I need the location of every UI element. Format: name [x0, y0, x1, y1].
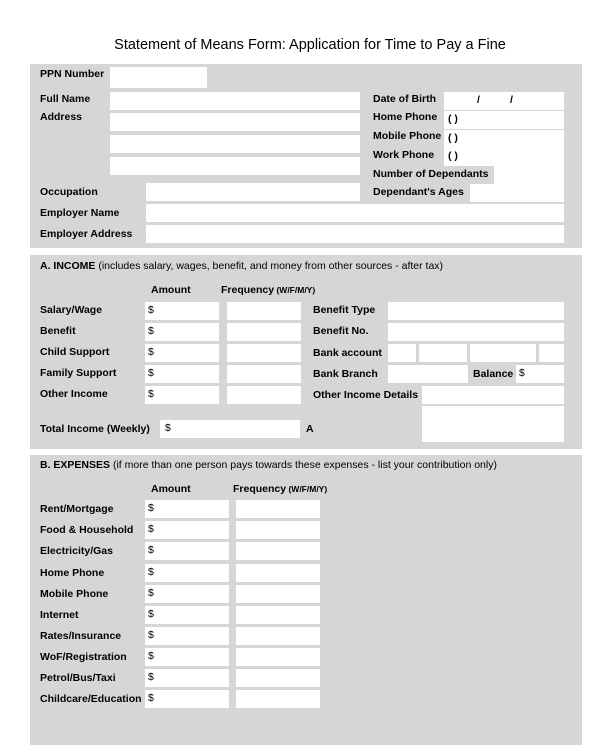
occupation-label: Occupation [40, 186, 98, 198]
income-row-label: Other Income [40, 388, 108, 400]
dollar-sign: $ [148, 608, 154, 620]
total-income-label: Total Income (Weekly) [40, 423, 150, 435]
income-frequency-codes: (W/F/M/Y) [274, 285, 316, 295]
bank-account-field-4[interactable] [539, 344, 564, 362]
income-amount-field[interactable] [145, 323, 219, 341]
expense-frequency-field[interactable] [236, 690, 320, 708]
address-label: Address [40, 111, 83, 123]
dollar-sign: $ [148, 671, 154, 683]
expense-amount-field[interactable] [145, 627, 229, 645]
expense-amount-field[interactable] [145, 585, 229, 603]
expense-amount-field[interactable] [145, 669, 229, 687]
expense-row-label: Internet [40, 609, 79, 621]
dollar-sign: $ [148, 692, 154, 704]
expenses-heading-title: B. EXPENSES [40, 459, 111, 471]
full-name-label: Full Name [40, 93, 91, 105]
income-amount-field[interactable] [145, 344, 219, 362]
dollar-sign: $ [148, 544, 154, 556]
expense-row-label: Home Phone [40, 567, 105, 579]
bank-account-field-2[interactable] [419, 344, 467, 362]
expense-frequency-field[interactable] [236, 669, 320, 687]
home-phone-paren: ( ) [448, 113, 458, 125]
expense-frequency-field[interactable] [236, 606, 320, 624]
address-field-1[interactable] [110, 113, 360, 131]
expense-frequency-field[interactable] [236, 627, 320, 645]
income-frequency-field[interactable] [227, 302, 301, 320]
address-field-3[interactable] [110, 157, 360, 175]
income-frequency-field[interactable] [227, 323, 301, 341]
balance-field[interactable] [516, 365, 564, 383]
other-income-details-field-1[interactable] [422, 386, 564, 404]
bank-account-field-1[interactable] [388, 344, 416, 362]
work-phone-label: Work Phone [373, 149, 435, 161]
dependant-ages-field[interactable] [470, 184, 564, 202]
income-frequency-field[interactable] [227, 365, 301, 383]
expense-amount-field[interactable] [145, 542, 229, 560]
work-phone-paren: ( ) [448, 150, 458, 162]
full-name-field[interactable] [110, 92, 360, 110]
ppn-field[interactable] [110, 67, 207, 88]
dependants-field[interactable] [494, 166, 564, 184]
dollar-sign: $ [148, 367, 154, 379]
expense-amount-field[interactable] [145, 521, 229, 539]
expenses-frequency-title: Frequency [233, 483, 287, 495]
expenses-heading [40, 459, 497, 471]
expense-row-label: Food & Household [40, 524, 134, 536]
dollar-sign: $ [148, 304, 154, 316]
expenses-amount-header: Amount [151, 483, 191, 495]
income-row-label: Child Support [40, 346, 110, 358]
expense-frequency-field[interactable] [236, 585, 320, 603]
dollar-sign: $ [148, 650, 154, 662]
dob-field[interactable] [444, 92, 564, 110]
expense-frequency-field[interactable] [236, 564, 320, 582]
mobile-phone-field[interactable] [444, 130, 564, 148]
employer-address-field[interactable] [146, 225, 564, 243]
total-income-field[interactable] [160, 420, 300, 438]
income-row-label: Salary/Wage [40, 304, 103, 316]
income-heading-title: A. INCOME [40, 260, 96, 272]
ppn-label: PPN Number [40, 68, 105, 80]
expense-frequency-field[interactable] [236, 500, 320, 518]
income-row-label: Family Support [40, 367, 117, 379]
expenses-frequency-header [233, 483, 327, 495]
mobile-phone-paren: ( ) [448, 132, 458, 144]
expense-row-label: WoF/Registration [40, 651, 127, 663]
dollar-sign: $ [165, 422, 171, 434]
expense-frequency-field[interactable] [236, 648, 320, 666]
mobile-phone-label: Mobile Phone [373, 130, 442, 142]
employer-name-label: Employer Name [40, 207, 120, 219]
dependants-label: Number of Dependants [373, 168, 489, 180]
dob-label: Date of Birth [373, 93, 436, 105]
expense-row-label: Rates/Insurance [40, 630, 122, 642]
dollar-sign: $ [148, 388, 154, 400]
expense-amount-field[interactable] [145, 690, 229, 708]
income-amount-field[interactable] [145, 365, 219, 383]
work-phone-field[interactable] [444, 148, 564, 166]
benefit-type-field[interactable] [388, 302, 564, 320]
expense-row-label: Rent/Mortgage [40, 503, 114, 515]
other-income-details-field-3[interactable] [422, 424, 564, 442]
personal-details-panel [30, 64, 582, 248]
dob-slash-2: / [510, 94, 513, 106]
expenses-heading-note: (if more than one person pays towards these expenses - list your contribution only) [110, 459, 497, 471]
income-amount-header: Amount [151, 284, 191, 296]
income-frequency-field[interactable] [227, 344, 301, 362]
income-frequency-title: Frequency [221, 284, 275, 296]
expense-row-label: Electricity/Gas [40, 545, 113, 557]
expenses-panel [30, 455, 582, 745]
dollar-sign: $ [148, 629, 154, 641]
balance-label: Balance [473, 368, 514, 380]
home-phone-label: Home Phone [373, 111, 438, 123]
other-income-details-field-2[interactable] [422, 406, 564, 424]
dollar-sign: $ [148, 587, 154, 599]
benefit-no-label: Benefit No. [313, 325, 369, 337]
dollar-sign: $ [148, 325, 154, 337]
expense-amount-field[interactable] [145, 564, 229, 582]
bank-branch-field[interactable] [388, 365, 468, 383]
income-amount-field[interactable] [145, 386, 219, 404]
income-amount-field[interactable] [145, 302, 219, 320]
other-income-details-label: Other Income Details [313, 389, 419, 401]
income-heading [40, 260, 443, 272]
occupation-field[interactable] [146, 183, 360, 201]
dob-slash-1: / [477, 94, 480, 106]
expense-amount-field[interactable] [145, 648, 229, 666]
dollar-sign: $ [148, 566, 154, 578]
expenses-frequency-codes: (W/F/M/Y) [286, 484, 328, 494]
form-title: Statement of Means Form: Application for Time to Pay a Fine [114, 37, 506, 53]
total-income-marker: A [306, 423, 314, 435]
income-row-label: Benefit [40, 325, 76, 337]
expense-amount-field[interactable] [145, 606, 229, 624]
dollar-sign: $ [148, 502, 154, 514]
income-frequency-field[interactable] [227, 386, 301, 404]
benefit-type-label: Benefit Type [313, 304, 376, 316]
employer-address-label: Employer Address [40, 228, 133, 240]
bank-branch-label: Bank Branch [313, 368, 378, 380]
dollar-sign: $ [148, 523, 154, 535]
income-heading-note: (includes salary, wages, benefit, and money from other sources - after tax) [95, 260, 444, 272]
expense-row-label: Mobile Phone [40, 588, 109, 600]
home-phone-field[interactable] [444, 111, 564, 129]
expense-frequency-field[interactable] [236, 542, 320, 560]
income-frequency-header [221, 284, 315, 296]
dependant-ages-label: Dependant's Ages [373, 186, 464, 198]
dollar-sign: $ [148, 346, 154, 358]
expense-amount-field[interactable] [145, 500, 229, 518]
bank-account-label: Bank account [313, 347, 382, 359]
income-panel [30, 255, 582, 449]
benefit-no-field[interactable] [388, 323, 564, 341]
expense-row-label: Childcare/Education [40, 693, 142, 705]
bank-account-field-3[interactable] [470, 344, 536, 362]
expense-frequency-field[interactable] [236, 521, 320, 539]
address-field-2[interactable] [110, 135, 360, 153]
expense-row-label: Petrol/Bus/Taxi [40, 672, 116, 684]
employer-name-field[interactable] [146, 204, 564, 222]
dollar-sign: $ [519, 367, 525, 379]
